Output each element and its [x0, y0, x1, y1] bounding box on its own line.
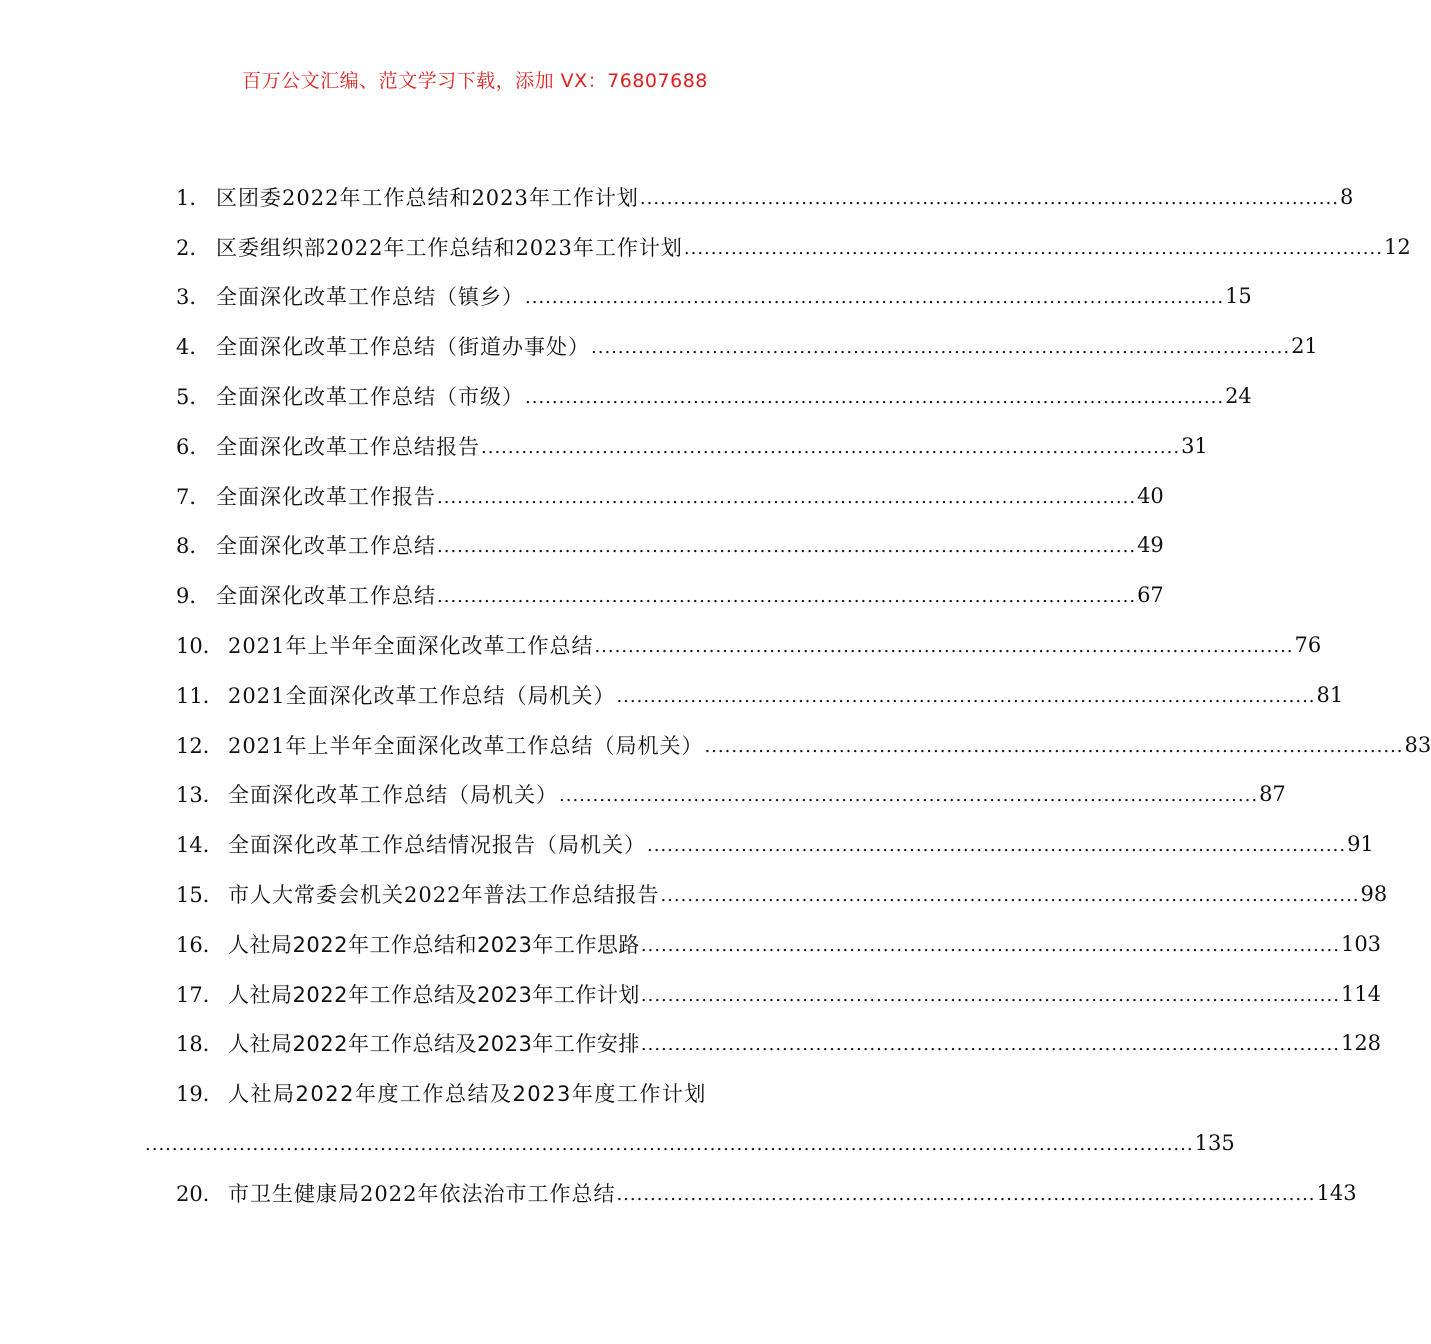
toc-number: 15． [176, 883, 224, 908]
toc-number: 19． [176, 1082, 224, 1107]
toc-entry-19[interactable] [176, 1068, 806, 1118]
toc-title: 人社局2022年工作总结及2023年工作安排 [228, 1032, 640, 1057]
toc-entry-15[interactable] [176, 869, 1388, 919]
toc-title: 人社局2022年工作总结和2023年工作思路 [228, 932, 640, 957]
toc-leader: ........................................................................................................ [660, 884, 1360, 906]
toc-leader: ........................................................................................................ [594, 635, 1294, 657]
toc-number: 5． [176, 385, 211, 410]
toc-entry-19-continuation[interactable] [144, 1118, 1235, 1168]
toc-page: 91 [1347, 832, 1374, 857]
toc-title: 人社局2022年工作总结及2023年工作计划 [228, 982, 640, 1007]
toc-leader: ............................................................................................................................................................ [145, 1133, 1194, 1155]
toc-number: 9． [176, 584, 211, 609]
toc-entry-20[interactable] [176, 1168, 1357, 1218]
toc-entry-3[interactable] [176, 272, 1252, 322]
toc-title: 2021年上半年全面深化改革工作总结 [228, 634, 594, 659]
toc-page: 31 [1181, 433, 1208, 458]
toc-entry-10[interactable] [176, 620, 1322, 670]
toc-leader: ........................................................................................................ [640, 1034, 1340, 1056]
table-of-contents [145, 172, 1431, 1218]
toc-number: 6． [176, 434, 211, 459]
toc-number: 18． [176, 1032, 224, 1057]
toc-page: 8 [1339, 184, 1354, 209]
toc-entry-7[interactable] [176, 471, 1164, 521]
toc-leader: ........................................................................................................ [616, 1183, 1316, 1205]
toc-entry-13[interactable] [176, 770, 1286, 820]
toc-title: 2021年上半年全面深化改革工作总结（局机关） [228, 733, 704, 758]
toc-page: 49 [1137, 533, 1164, 558]
toc-entry-11[interactable] [176, 670, 1344, 720]
toc-number: 13． [176, 783, 224, 808]
toc-entry-9[interactable] [176, 570, 1164, 620]
toc-page: 67 [1137, 583, 1164, 608]
toc-leader: ........................................................................................................ [525, 287, 1225, 309]
toc-number: 4． [176, 335, 211, 360]
toc-leader: ........................................................................................................ [437, 536, 1137, 558]
toc-number: 10． [176, 634, 224, 659]
page-header: 百万公文汇编、范文学习下载，添加 VX：76807688 [242, 70, 708, 92]
toc-page: 114 [1340, 981, 1382, 1006]
toc-entry-8[interactable] [176, 521, 1164, 571]
toc-page: 143 [1316, 1180, 1357, 1205]
toc-leader: ........................................................................................................ [591, 337, 1291, 359]
toc-number: 1． [176, 185, 211, 210]
toc-page: 135 [1194, 1131, 1235, 1156]
toc-leader: ........................................................................................................ [639, 187, 1339, 209]
toc-title: 全面深化改革工作总结 [216, 534, 436, 559]
toc-page: 40 [1137, 483, 1164, 508]
toc-page: 12 [1383, 234, 1411, 259]
toc-page: 21 [1291, 334, 1318, 359]
toc-leader: ........................................................................................................ [559, 785, 1259, 807]
toc-title: 全面深化改革工作总结（市级） [216, 385, 524, 410]
toc-leader: ........................................................................................................ [640, 934, 1340, 956]
toc-entry-4[interactable] [176, 321, 1318, 371]
toc-page: 76 [1294, 633, 1322, 658]
toc-page: 24 [1225, 384, 1252, 409]
toc-number: 2． [176, 235, 211, 260]
toc-number: 7． [176, 484, 211, 509]
toc-entry-12[interactable] [176, 720, 1431, 770]
toc-entry-14[interactable] [176, 819, 1374, 869]
toc-title: 全面深化改革工作总结（局机关） [228, 783, 558, 808]
toc-title: 全面深化改革工作总结 [216, 584, 436, 609]
toc-title: 全面深化改革工作总结（镇乡） [216, 285, 524, 310]
toc-leader: ........................................................................................................ [704, 735, 1404, 757]
toc-number: 8． [176, 534, 211, 559]
toc-entry-1[interactable] [176, 172, 1354, 222]
toc-leader: ........................................................................................................ [647, 835, 1347, 857]
toc-number: 11． [176, 683, 224, 708]
toc-number: 14． [176, 833, 224, 858]
toc-entry-16[interactable] [176, 919, 1382, 969]
toc-page: 103 [1340, 931, 1382, 956]
toc-title: 全面深化改革工作总结报告 [216, 434, 480, 459]
toc-number: 12． [176, 733, 224, 758]
toc-title: 市人大常委会机关2022年普法工作总结报告 [228, 883, 660, 908]
toc-leader: ........................................................................................................ [437, 586, 1137, 608]
toc-title: 2021全面深化改革工作总结（局机关） [228, 683, 616, 708]
toc-title: 人社局2022年度工作总结及2023年度工作计划 [228, 1082, 707, 1107]
toc-page: 83 [1404, 732, 1431, 757]
toc-page: 87 [1259, 782, 1286, 807]
toc-page: 81 [1316, 682, 1344, 707]
toc-leader: ........................................................................................................ [616, 685, 1316, 707]
toc-number: 16． [176, 932, 224, 957]
toc-page: 15 [1225, 284, 1252, 309]
toc-title: 区委组织部2022年工作总结和2023年工作计划 [216, 235, 683, 260]
toc-leader: ........................................................................................................ [437, 486, 1137, 508]
toc-title: 全面深化改革工作总结情况报告（局机关） [228, 833, 646, 858]
toc-title: 全面深化改革工作报告 [216, 484, 436, 509]
toc-number: 17． [176, 982, 224, 1007]
toc-title: 区团委2022年工作总结和2023年工作计划 [216, 185, 639, 210]
toc-entry-2[interactable] [176, 222, 1411, 272]
toc-number: 20． [176, 1181, 224, 1206]
toc-leader: ........................................................................................................ [683, 237, 1383, 259]
toc-entry-18[interactable] [176, 1019, 1382, 1069]
toc-entry-6[interactable] [176, 421, 1208, 471]
toc-number: 3． [176, 285, 211, 310]
toc-entry-5[interactable] [176, 371, 1252, 421]
toc-page: 128 [1340, 1031, 1382, 1056]
toc-leader: ........................................................................................................ [525, 386, 1225, 408]
toc-title: 市卫生健康局2022年依法治市工作总结 [228, 1181, 616, 1206]
toc-leader: ........................................................................................................ [640, 984, 1340, 1006]
toc-page: 98 [1360, 882, 1388, 907]
toc-entry-17[interactable] [176, 969, 1382, 1019]
toc-leader: ........................................................................................................ [481, 436, 1181, 458]
toc-title: 全面深化改革工作总结（街道办事处） [216, 335, 590, 360]
